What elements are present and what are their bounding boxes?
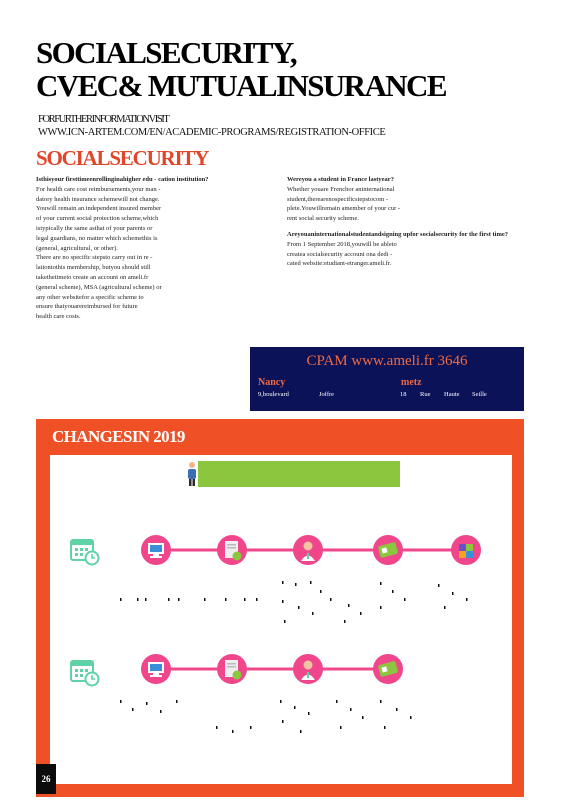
left-answer-line: health care costs.: [36, 313, 81, 321]
changes-heading: CHANGESIN 2019: [52, 427, 185, 446]
further-info-url[interactable]: WWW.ICN-ARTEM.COM/EN/ACADEMIC-PROGRAMS/REGISTRATION-OFFICE: [38, 127, 386, 138]
cpam-city-nancy: Nancy: [258, 377, 286, 388]
computer-icon: [140, 653, 172, 685]
cpam-heading: CPAM www.ameli.fr 3646: [306, 353, 468, 369]
right-answer2-line: cated website:etudiant-etranger.ameli.fr.: [287, 260, 392, 268]
cpam-city-metz: metz: [401, 377, 422, 388]
document-euro-icon: [216, 653, 248, 685]
cpam-box: [250, 347, 524, 411]
left-answer-line: Youwill remain an independent insured member: [36, 205, 162, 213]
puzzle-icon: [450, 534, 482, 566]
left-answer-line: any other websitefor a specific scheme to: [36, 293, 144, 301]
page-title: [36, 36, 446, 102]
cpam-address-1b: Joffre: [319, 391, 335, 398]
left-answer-line: legal guardians, no matter which schemethis is: [36, 234, 158, 242]
right-question-2: Areyouaninternationalstudentandsigning upfor socialsecurity for the first time?: [287, 230, 509, 238]
student-person-icon: [186, 461, 198, 487]
left-answer-line: takethetimeto create an account on ameli.fr: [36, 273, 149, 281]
right-answer1-line: rent social security scheme.: [287, 215, 359, 223]
green-title-bar: [198, 461, 400, 487]
page-number: 26: [36, 764, 56, 794]
cpam-address-2c: Haute: [444, 391, 460, 398]
further-info: [38, 113, 385, 139]
doctor-icon: [292, 653, 324, 685]
cpam-address-1a: 9,boulevard: [258, 391, 289, 398]
right-answer2-line: createa socialsecurity account ona dedi -: [287, 250, 393, 258]
section-heading: SOCIALSECURITY: [36, 146, 209, 170]
health-card-icon: [372, 534, 404, 566]
left-answer-line: lationtothis membership, butyou should still: [36, 264, 151, 272]
changes-infographic: [50, 455, 512, 784]
left-answer-line: (general, agricultural, or other).: [36, 244, 118, 252]
cpam-address-2b: Rue: [420, 391, 431, 398]
right-answer2-line: From 1 September 2018,youwill be ableto: [287, 240, 397, 248]
left-question: Isthisyour firsttimeenrollinginahigher edu - cation institution?: [36, 176, 209, 183]
title-line-1: SOCIALSECURITY,: [36, 35, 296, 70]
right-answer1-line: plete.Youwillremain amember of your cur -: [287, 205, 401, 213]
left-column: [36, 175, 271, 322]
health-card-icon: [372, 653, 404, 685]
left-answer-line: For health care cost reimbursements,your man -: [36, 185, 161, 193]
calendar-icon: [70, 536, 100, 566]
document-euro-icon: [216, 534, 248, 566]
cpam-address-2d: Seille: [472, 391, 487, 398]
right-answer1-line: Whether youare Frenchor aninternational: [287, 185, 395, 193]
further-info-label: FORFURTHERINFORMATIONVISIT: [38, 114, 169, 125]
left-answer-line: There are no specific stepsto carry out in re -: [36, 254, 153, 262]
title-line-2: CVEC& MUTUALINSURANCE: [36, 68, 446, 103]
right-answer1-line: student,therearenospecificstepstocom -: [287, 195, 389, 203]
left-answer-line: datory health insurance schemewill not change.: [36, 195, 160, 203]
left-answer-line: (general scheme), MSA (agricultural scheme) or: [36, 283, 162, 291]
calendar-icon: [70, 657, 100, 687]
left-answer-line: of your current social protection scheme,which: [36, 215, 159, 223]
computer-icon: [140, 534, 172, 566]
right-column: [287, 175, 522, 269]
right-question-1: Wereyou a student in France lastyear?: [287, 176, 394, 183]
left-answer-line: istypically the same asthat of your parents or: [36, 224, 153, 232]
cpam-address-2a: 18: [400, 391, 407, 398]
doctor-icon: [292, 534, 324, 566]
left-answer-line: ensure thatyouarereimbursed for future: [36, 303, 138, 311]
